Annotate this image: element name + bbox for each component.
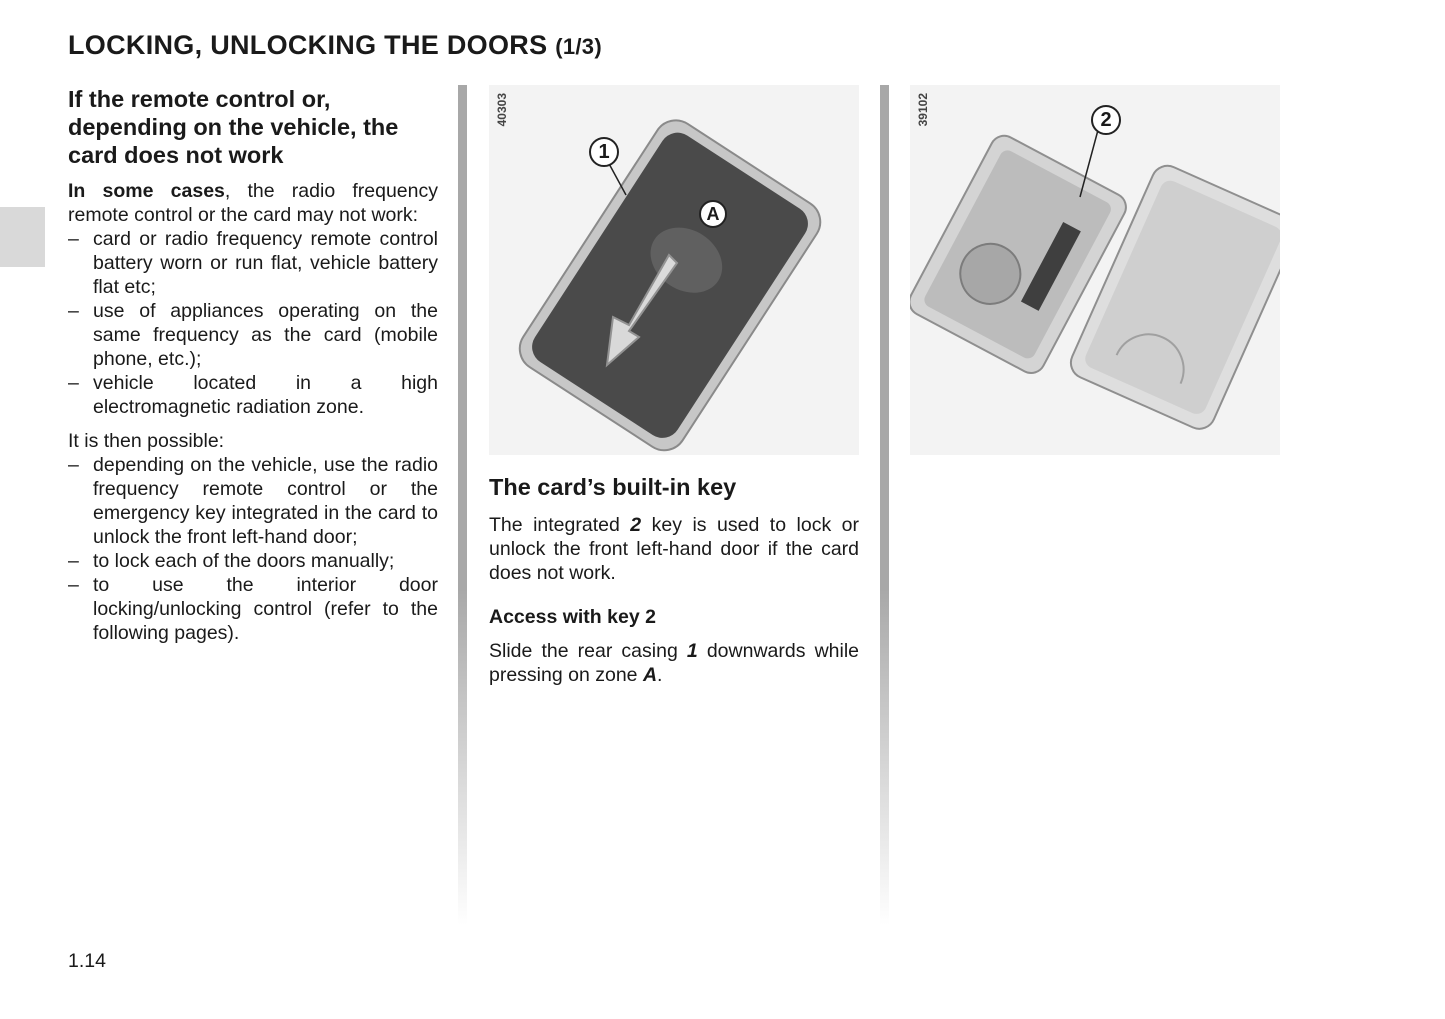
figure-card-opened [910, 85, 1280, 455]
card-illustration [489, 85, 859, 455]
column-middle [489, 85, 859, 687]
page-number: 1.14 [68, 950, 106, 972]
chapter-tab [0, 207, 45, 267]
access-paragraph: Slide the rear casing 1 downwards while pressing on zone A. [489, 640, 860, 686]
causes-list [68, 227, 438, 419]
list-item: – vehicle located in a high electromagnetic radiation zone. [68, 371, 438, 419]
built-in-key-paragraph: The integrated 2 key is used to lock or unlock the front left-hand door if the card does not work. [489, 514, 860, 584]
column-divider-right [880, 85, 889, 925]
possible-intro: It is then possible: [68, 430, 225, 452]
callout-2: 2 [1091, 105, 1121, 135]
figure-number: 40303 [495, 93, 509, 127]
callout-1: 1 [589, 137, 619, 167]
figure-card-rear-casing [489, 85, 859, 455]
page-part: (1/3) [555, 34, 602, 59]
column-right [910, 85, 1280, 455]
list-item: – use of appliances operating on the same frequency as the card (mobile phone, etc.); [68, 299, 438, 371]
card-opened-illustration [910, 85, 1280, 455]
subheading-access-key: Access with key 2 [489, 606, 656, 628]
list-item: – to lock each of the doors manually; [68, 549, 438, 573]
intro-paragraph: In some cases, the radio frequency remote control or the card may not work: [68, 180, 438, 226]
page-title: LOCKING, UNLOCKING THE DOORS (1/3) [68, 30, 602, 60]
list-item: – depending on the vehicle, use the radio frequency remote control or the emergency key integrated in the card to unlock the front left-hand door; [68, 453, 438, 549]
column-divider-left [458, 85, 467, 925]
figure-number: 39102 [916, 93, 930, 127]
list-item: – to use the interior door locking/unlocking control (refer to the following pages). [68, 573, 438, 645]
section-heading-card-not-working: If the remote control or, depending on the vehicle, the card does not work [68, 86, 399, 168]
section-heading-built-in-key: The card’s built-in key [489, 474, 737, 500]
callout-a: A [699, 200, 727, 228]
list-item: – card or radio frequency remote control battery worn or run flat, vehicle battery flat etc; [68, 227, 438, 299]
column-left [68, 85, 438, 645]
options-list [68, 453, 438, 645]
